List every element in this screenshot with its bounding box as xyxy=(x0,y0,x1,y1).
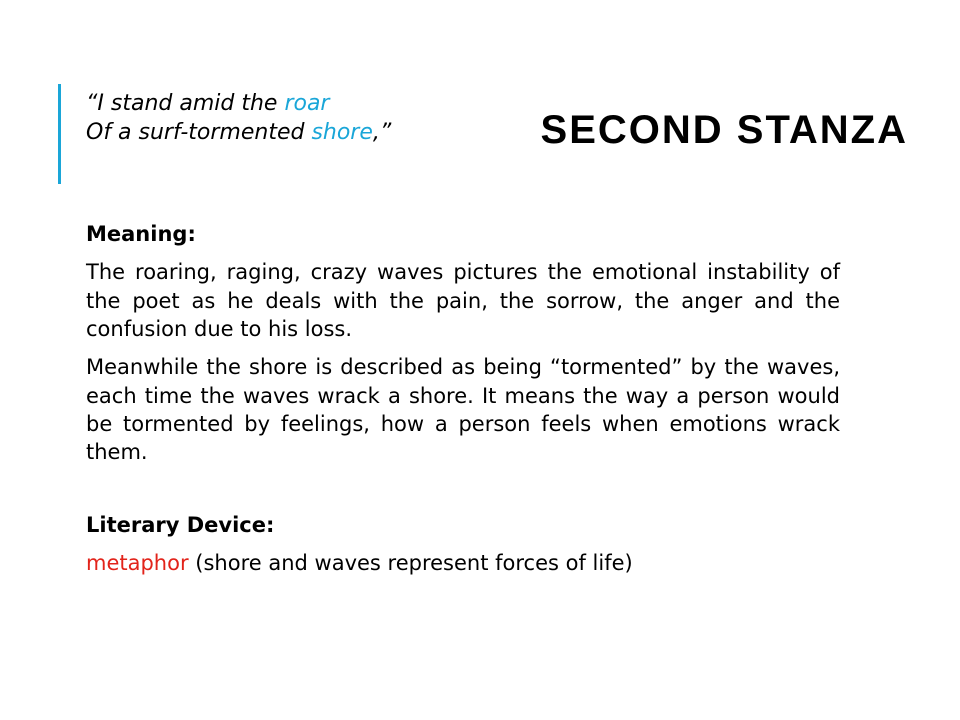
meaning-paragraph-1: The roaring, raging, crazy waves pictures the emotional instability of the poet as he deals with the pain, the sorrow, the anger and the confusion due to his loss. xyxy=(86,260,840,342)
literary-device-heading: Literary Device: xyxy=(86,512,275,537)
poem-quote xyxy=(86,90,486,147)
literary-device-term: metaphor xyxy=(86,551,189,576)
meaning-heading: Meaning: xyxy=(86,222,196,246)
slide-content xyxy=(86,220,840,587)
quote-highlight-shore: shore xyxy=(311,119,373,145)
literary-device-explanation: (shore and waves represent forces of life) xyxy=(188,551,633,576)
literary-device-line xyxy=(86,549,840,577)
slide-title: SECOND STANZA xyxy=(540,108,908,152)
quote-line-2-text: Of a surf-tormented xyxy=(86,119,312,145)
quote-highlight-roar: roar xyxy=(284,91,330,116)
quote-line-1-text: “I stand amid the xyxy=(86,91,285,116)
section-gap xyxy=(86,477,840,511)
quote-line-2-end: ,” xyxy=(372,119,392,145)
quote-line-1 xyxy=(86,90,486,119)
accent-bar xyxy=(58,84,61,184)
meaning-paragraph-2: Meanwhile the shore is described as being “tormented” by the waves, each time the waves wrack a shore. It means the way a person would be tormented by feelings, how a person feels when emotions wrack them. xyxy=(86,355,840,465)
quote-line-2 xyxy=(86,119,486,148)
